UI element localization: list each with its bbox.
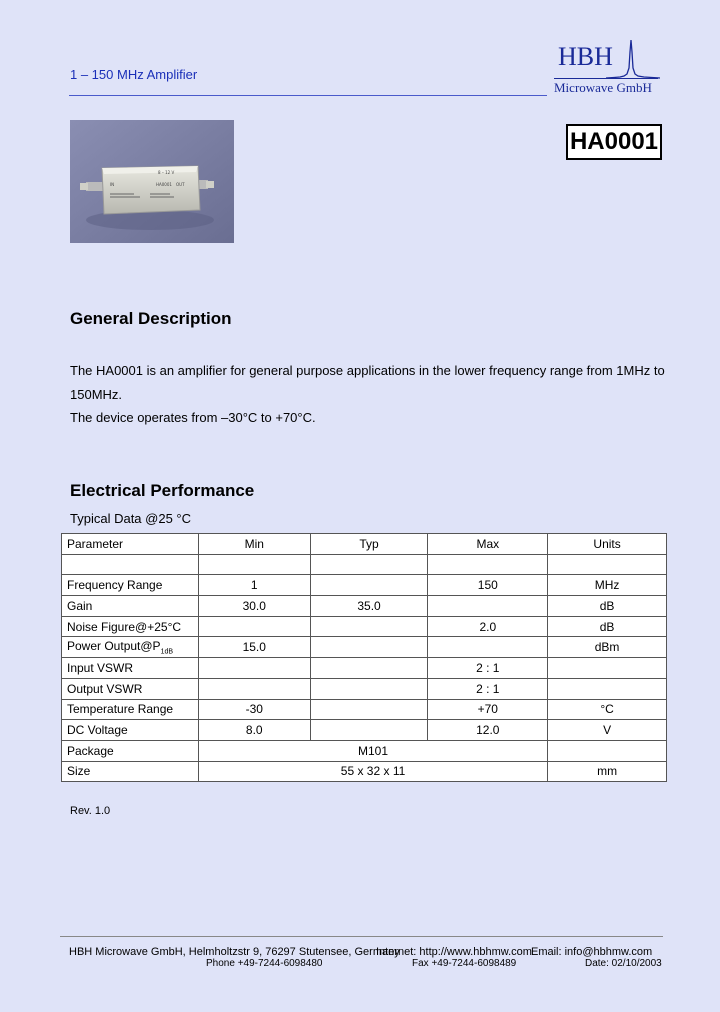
table-row [62,616,667,637]
footer-rule [60,936,663,937]
electrical-performance-heading: Electrical Performance [70,481,255,500]
description-paragraph-2: The device operates from –30°C to +70°C. [70,410,316,425]
table-cell [310,678,428,699]
footer-company-address: HBH Microwave GmbH, Helmholtzstr 9, 76297 Stutensee, Germany [69,946,400,958]
photo-label-out: OUT [176,182,185,187]
table-row [62,637,667,658]
footer-date: Date: 02/10/2003 [585,958,662,969]
logo-main-text: HBH [558,42,613,71]
header-cell-min: Min [198,534,310,555]
table-cell [198,658,310,679]
table-cell: 2 : 1 [428,678,548,699]
table-cell [310,637,428,658]
table-row-size [62,761,667,782]
table-cell: Package [62,740,199,761]
table-cell [198,554,310,575]
table-cell [428,596,548,617]
power-output-label: Power Output@P [67,639,161,654]
table-cell: Gain [62,596,199,617]
logo-sub-text: Microwave GmbH [554,80,652,95]
part-number-box: HA0001 [566,124,662,160]
table-cell [548,678,667,699]
product-line-title: 1 – 150 MHz Amplifier [70,67,198,82]
table-row [62,575,667,596]
table-cell [310,616,428,637]
table-cell: V [548,720,667,741]
table-row [62,596,667,617]
performance-table [61,533,667,782]
table-cell: mm [548,761,667,782]
footer-fax: Fax +49-7244-6098489 [412,958,517,969]
table-cell [548,554,667,575]
logo-rule [554,78,658,79]
general-description-heading: General Description [70,309,232,328]
power-output-subscript: 1dB [160,648,174,656]
header-cell-units: Units [548,534,667,555]
table-cell [548,740,667,761]
table-cell: MHz [548,575,667,596]
table-row [62,699,667,720]
photo-label-in: IN [110,182,115,187]
table-cell [428,637,548,658]
footer-internet: Internet: http://www.hbhmw.com [376,946,532,958]
table-cell: -30 [198,699,310,720]
table-cell [310,699,428,720]
table-header-row [62,534,667,555]
table-cell [310,554,428,575]
table-cell [310,575,428,596]
photo-label-model: HA0001 [156,182,172,187]
table-cell [310,658,428,679]
table-cell: 2 : 1 [428,658,548,679]
table-cell: DC Voltage [62,720,199,741]
header-cell-typ: Typ [310,534,428,555]
table-row-empty [62,554,667,575]
product-photo [70,120,234,243]
footer-email: Email: info@hbhmw.com [531,946,653,958]
table-cell: Temperature Range [62,699,199,720]
header-cell-parameter: Parameter [62,534,199,555]
revision-label: Rev. 1.0 [70,805,111,817]
table-cell [62,637,199,658]
amplifier-photo-graphic [70,120,234,243]
header-rule [69,95,547,96]
table-cell [62,554,199,575]
table-cell: 2.0 [428,616,548,637]
table-row [62,720,667,741]
table-cell: 1 [198,575,310,596]
typical-data-label: Typical Data @25 °C [70,511,191,526]
table-cell: dB [548,596,667,617]
table-cell: Output VSWR [62,678,199,699]
table-cell [198,616,310,637]
footer-phone: Phone +49-7244-6098480 [206,958,323,969]
table-cell: M101 [198,740,547,761]
table-row [62,678,667,699]
table-cell: °C [548,699,667,720]
table-cell: dB [548,616,667,637]
table-cell: 15.0 [198,637,310,658]
general-description-text [70,359,670,430]
table-row [62,658,667,679]
table-cell: 150 [428,575,548,596]
table-cell: +70 [428,699,548,720]
table-cell [548,658,667,679]
table-cell [198,678,310,699]
table-cell: Size [62,761,199,782]
description-paragraph-1: The HA0001 is an amplifier for general purpose applications in the lower frequency range from 1MHz to 150MHz. [70,363,665,402]
header-cell-max: Max [428,534,548,555]
table-cell: dBm [548,637,667,658]
table-cell: Frequency Range [62,575,199,596]
photo-label-voltage: 8 – 12 V [158,170,175,175]
table-cell: Noise Figure@+25°C [62,616,199,637]
table-cell [310,720,428,741]
table-cell: 30.0 [198,596,310,617]
company-logo [554,38,664,98]
table-cell: 55 x 32 x 11 [198,761,547,782]
table-cell [428,554,548,575]
table-cell: 8.0 [198,720,310,741]
table-cell: Input VSWR [62,658,199,679]
table-row-package [62,740,667,761]
table-cell: 12.0 [428,720,548,741]
table-cell: 35.0 [310,596,428,617]
